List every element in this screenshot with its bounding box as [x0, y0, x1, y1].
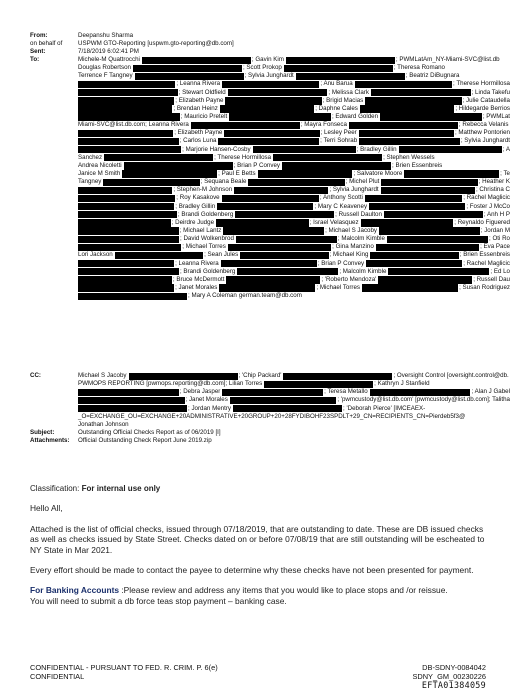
redaction-bar [218, 138, 319, 145]
recipient-name: ; Elizabeth Payne [175, 96, 224, 104]
redaction-bar [228, 89, 328, 96]
to-recipient-line [78, 162, 512, 170]
recipient-name: ; Beatriz DiBugnara [405, 72, 460, 80]
recipient-name: ; Bradley Gillin [175, 202, 216, 210]
redaction-bar [283, 373, 392, 380]
redaction-bar [286, 57, 395, 64]
recipient-name: ; Susan Rodriguez [459, 283, 510, 291]
redaction-bar [370, 389, 471, 396]
recipient-name: ; Michael Torres [316, 283, 361, 291]
to-recipient-line [78, 260, 512, 268]
recipient-name: ; Israel Velasquez [309, 218, 359, 226]
recipient-name: ; 'Chip Packard' [238, 372, 282, 379]
recipient-name: ; Foster J McCo [466, 202, 510, 210]
recipient-name: ; Hildegarde Berrios [455, 104, 510, 112]
redaction-bar [365, 195, 462, 202]
redaction-bar [78, 203, 174, 210]
to-recipient-line [78, 227, 512, 235]
redaction-bar [237, 268, 338, 275]
cc-recipient-line [78, 388, 512, 396]
from-row [30, 32, 512, 40]
recipient-name: ; Michael King [329, 251, 369, 259]
recipient-name: ; Jordan Mentry [188, 404, 231, 412]
redaction-bar [379, 227, 480, 234]
recipient-name: ; Scott Prokop [242, 64, 282, 72]
on-behalf-value: USPWM GTO-Reporting [uspwm.gto-reporting@db.com] [78, 40, 234, 47]
bates-efta: EFTA01384059 [421, 680, 486, 690]
to-recipient-line [78, 129, 512, 137]
redaction-bar [78, 227, 179, 234]
recipient-name: ; 'pwmcustody@list.db.com' [pwmcustody@list.db.com]; Talitha [337, 396, 510, 404]
recipient-name: _O=EXCHANGE_OU=EXCHANGE+20ADMINISTRATIVE+20GROUP+20+28FYDIBOHF23SPDLT+29_CN=RECIPIENTS_CN=Pierdeb5f3@ [78, 412, 466, 420]
recipient-name: ; Melissa Clark [328, 88, 369, 96]
recipient-name: ; Stephen Wessels [383, 153, 435, 161]
redaction-bar [371, 89, 471, 96]
to-recipient-line [78, 64, 512, 72]
redaction-bar [236, 236, 337, 243]
recipient-name: ; Salvatore Moore [353, 169, 403, 177]
recipient-name: ; Russell Dau [473, 275, 510, 283]
redaction-bar [381, 179, 477, 186]
recipient-name: Terrence F Tangney [78, 72, 133, 80]
to-recipient-line [78, 284, 512, 292]
redaction-bar [223, 227, 324, 234]
redaction-bar [78, 276, 172, 283]
recipient-name: ; Deirdre Judge [171, 218, 215, 226]
redaction-bar [376, 244, 479, 251]
cc-recipient-line [78, 405, 512, 413]
redaction-bar [359, 138, 460, 145]
recipient-name: ; A [502, 145, 510, 153]
redaction-bar [124, 162, 233, 169]
to-recipient-line [78, 146, 512, 154]
recipient-name: ; Stewart Oldfield [178, 88, 226, 96]
recipient-name: ; Gina Manzino [332, 243, 374, 251]
recipient-name: PWMOPS REPORTING [pwmops.reporting@db.com]; Lilian Torres [78, 380, 263, 388]
redaction-bar [284, 65, 393, 72]
redaction-bar [253, 146, 356, 153]
recipient-name: ; Alan J Gabel [471, 388, 510, 396]
to-recipient-line [78, 235, 512, 243]
recipient-name: ; Julie Cataudella [462, 96, 510, 104]
redaction-bar [362, 284, 458, 291]
cc-label: CC: [30, 372, 41, 379]
redaction-bar [221, 260, 317, 267]
redaction-bar [135, 73, 244, 80]
sent-value: 7/18/2019 6:02:41 PM [78, 48, 139, 55]
redaction-bar [78, 105, 172, 112]
recipient-name: ; 'Roberto Mendoza' [321, 275, 377, 283]
classification-value: For internal use only [81, 484, 161, 493]
redaction-bar [361, 219, 454, 226]
redaction-bar [226, 276, 320, 283]
cc-recipient-line [78, 380, 512, 388]
redaction-bar [378, 276, 472, 283]
on-behalf-label: on behalf of [30, 40, 63, 47]
recipient-name: ; Heather K [478, 178, 510, 186]
recipient-name: ; Linda Takefu [471, 88, 510, 96]
email-body [30, 484, 490, 606]
recipient-name: ; Te [500, 169, 510, 177]
paragraph-3: You will need to submit a db force teas stop payment – banking case. [30, 595, 287, 606]
redaction-bar [235, 211, 334, 218]
redaction-bar [359, 130, 454, 137]
redaction-bar [78, 293, 187, 300]
redaction-bar [78, 268, 179, 275]
recipient-name: Andrea Nicoletti [78, 161, 122, 169]
recipient-name: ; Brigid Macias [322, 96, 364, 104]
redaction-bar [129, 373, 238, 380]
recipient-name: ; Debra Jasper [179, 388, 221, 396]
recipient-name: ; Oti Ro [489, 235, 510, 243]
redaction-bar [366, 260, 462, 267]
redaction-bar [264, 381, 373, 388]
to-recipient-line [78, 276, 512, 284]
redaction-bar [217, 203, 313, 210]
to-recipient-line [78, 211, 512, 219]
redaction-bar [365, 97, 461, 104]
recipient-name: ; Christina C [475, 186, 510, 194]
redaction-bar [78, 397, 185, 404]
to-recipient-line [78, 80, 512, 88]
to-recipient-line [78, 89, 512, 97]
to-recipient-line [78, 186, 512, 194]
cc-recipients [78, 372, 512, 429]
recipient-name: ; Gavin Kim [251, 56, 284, 63]
redaction-bar [78, 138, 179, 145]
recipient-name: german.team@db.com [238, 292, 302, 300]
redaction-bar [78, 389, 179, 396]
banking-label: For Banking Accounts [30, 585, 120, 596]
redaction-bar [78, 146, 181, 153]
recipient-name: ; PWMLatAm_NY-Miami-SVC@list.db [395, 56, 500, 63]
recipient-name: ; Brandi Goldenberg [179, 267, 236, 275]
recipient-name: ; Sylvia Junghardt [329, 186, 379, 194]
recipient-name: ; Lesley Peer [320, 129, 357, 137]
redaction-bar [258, 170, 353, 177]
recipient-name: ; Mary C Keaveney [314, 202, 368, 210]
recipient-name: ; Russell Daulton [335, 210, 382, 218]
footer-right [412, 663, 486, 690]
subject-row [30, 429, 512, 437]
redaction-bar [230, 397, 337, 404]
redaction-bar [191, 122, 300, 129]
recipient-name: ; Malcolm Kimble [339, 267, 387, 275]
recipient-name: Jonathan Johnson [78, 420, 129, 428]
redaction-bar [78, 260, 174, 267]
to-recipient-line [78, 137, 512, 145]
recipient-name: ; Paul E Betts [218, 169, 256, 177]
recipient-name: ; Anh H P [483, 210, 510, 218]
recipient-name: ; Theresa Romano [393, 64, 445, 72]
redaction-bar [296, 73, 405, 80]
redaction-bar [360, 105, 454, 112]
recipient-name: ; Sean Jules [204, 251, 239, 259]
from-value: Deepanshu Sharma [78, 32, 134, 39]
redaction-bar [381, 187, 475, 194]
recipient-name: Douglas Robertson [78, 64, 131, 72]
redaction-bar [78, 187, 172, 194]
redaction-bar [224, 130, 319, 137]
redaction-bar [133, 65, 242, 72]
recipient-name: ; Michael Lantz [179, 226, 222, 234]
attachments-value: Official Outstanding Check Report June 2019.zip [78, 437, 212, 444]
redaction-bar [219, 284, 315, 291]
recipient-name: ; Bradley Gillin [356, 145, 397, 153]
to-recipient-line [78, 121, 512, 129]
recipient-name: ; Mary A Coleman [188, 292, 237, 300]
redaction-bar [399, 146, 502, 153]
sent-row [30, 48, 512, 56]
recipient-name: Sanchez [78, 153, 103, 161]
to-label: To: [30, 56, 40, 63]
recipient-name: ; Anu Barua [320, 80, 353, 88]
redaction-bar [78, 284, 174, 291]
redaction-bar [78, 219, 171, 226]
redaction-bar [78, 130, 173, 137]
to-recipient-line [78, 268, 512, 276]
to-recipient-line [78, 178, 512, 186]
to-recipient-line [78, 113, 512, 121]
bates-db: DB-SDNY-0084042 [422, 663, 486, 672]
recipient-name: ; Brien Essenbreis [459, 251, 510, 259]
redaction-bar [240, 252, 328, 259]
recipient-name: ; Brian P Convey [233, 161, 281, 169]
redaction-bar [78, 97, 174, 104]
footer-confidential-1: CONFIDENTIAL - PURSUANT TO FED. R. CRIM. P. 6(e) [30, 663, 218, 672]
redaction-bar [228, 244, 331, 251]
recipient-name: ; Michel Plut [345, 178, 380, 186]
to-recipient-line [78, 154, 512, 162]
recipient-name: ; Michael Torres [182, 243, 226, 251]
sent-label: Sent: [30, 48, 46, 55]
recipient-name: ; Matthew Pontorien [454, 129, 510, 137]
redaction-bar [78, 89, 178, 96]
to-recipients [78, 56, 512, 300]
recipient-name: ; Rachel Maglicic [463, 194, 510, 202]
recipient-name: ; PWMLat [482, 112, 510, 120]
redaction-bar [78, 195, 175, 202]
redaction-bar [115, 252, 203, 259]
recipient-name: ; David Wolkenbrod [180, 235, 234, 243]
recipient-name: ; Terri Sohrab [320, 137, 358, 145]
recipient-name: ; Oversight Control [oversight.control@db. [393, 372, 509, 379]
redaction-bar [388, 268, 489, 275]
redaction-bar [387, 236, 488, 243]
to-recipient-line [78, 194, 512, 202]
recipient-name: ; Brien Essenbreis [392, 161, 443, 169]
recipient-name: ; Sequana Beale [200, 178, 247, 186]
attachments-row [30, 437, 512, 445]
cc-recipient-line [78, 396, 512, 404]
redaction-bar [78, 236, 179, 243]
recipient-name: ; Rachel Maglicic [463, 259, 510, 267]
cc-recipient-line [78, 413, 512, 421]
redaction-bar [142, 57, 251, 64]
cc-recipient-line [78, 421, 512, 429]
cc-recipient-line [78, 372, 512, 380]
redaction-bar [384, 211, 483, 218]
bates-sdny: SDNY_GM_00230226 [412, 672, 486, 681]
recipient-name: ; Carlos Luna [179, 137, 217, 145]
recipient-name: ; Brendan Heinz [173, 104, 218, 112]
recipient-name: ; Stephen-M Johnson [173, 186, 233, 194]
to-recipient-line [78, 203, 512, 211]
recipient-name: ; Therese Hormillosa [214, 153, 272, 161]
redaction-bar [220, 105, 314, 112]
recipient-name: ; Michael S Jacoby [325, 226, 378, 234]
recipient-name: ; Jordan M [480, 226, 510, 234]
recipient-name: ; Sylvia Junghardt [244, 72, 294, 80]
recipient-name: ; Rebecca Velanis [458, 121, 509, 129]
recipient-name: ; Eva Pace [480, 243, 510, 251]
subject-label: Subject: [30, 429, 55, 436]
on-behalf-row [30, 40, 512, 48]
redaction-bar [225, 97, 321, 104]
redaction-bar [355, 81, 452, 88]
recipient-name: ; Ed Lo [490, 267, 510, 275]
redaction-bar [222, 81, 319, 88]
redaction-bar [404, 170, 499, 177]
paragraph-1: Attached is the list of official checks, issued through 07/18/2019, that are outstanding to date. These are DB issued checks as well as checks issued by State Street. Checks dated on or before 07/08/19 that are still outstanding will be escheated to NY State in Mar 2021. [30, 523, 485, 555]
subject-attachments [30, 429, 512, 445]
redaction-bar [78, 405, 187, 412]
recipient-name: Lori Jackson [78, 251, 113, 259]
recipient-name: ; Janet Morales [185, 396, 228, 404]
redaction-bar [248, 179, 344, 186]
footer-left [30, 663, 218, 681]
recipient-name: ; Anthony Scotti [319, 194, 363, 202]
from-label: From: [30, 32, 48, 39]
recipient-name: ; Reynaldo Figuered [454, 218, 510, 226]
to-recipient-line [78, 56, 512, 64]
to-recipient-line [78, 251, 512, 259]
recipient-name: ; Brandi Goldenberg [177, 210, 234, 218]
recipient-name: Miami-SVC@list.db.com; Leanna Rivera [78, 121, 189, 129]
redaction-bar [122, 170, 217, 177]
redaction-bar [273, 154, 382, 161]
redaction-bar [222, 195, 319, 202]
banking-paragraph [30, 585, 490, 595]
redaction-bar [103, 179, 199, 186]
recipient-name: ; Leanna Rivera [176, 80, 221, 88]
to-recipient-line [78, 97, 512, 105]
recipient-name: Michael S Jacoby [78, 372, 127, 379]
to-recipient-line [78, 170, 512, 178]
recipient-name: ; Roy Kasakove [176, 194, 220, 202]
recipient-name: ; Mayra Fonseca [300, 121, 347, 129]
redaction-bar [104, 154, 213, 161]
redaction-bar [369, 203, 465, 210]
recipient-name: ; Sylvia Junghardt [460, 137, 510, 145]
classification [30, 484, 490, 494]
redaction-bar [233, 405, 342, 412]
redaction-bar [78, 211, 177, 218]
classification-label: Classification: [30, 484, 82, 493]
banking-text: :Please review and address any items that you would like to place stops and /or reissue. [119, 585, 448, 596]
redaction-bar [370, 252, 458, 259]
recipient-name: ; Elizabeth Payne [174, 129, 223, 137]
recipient-name: ; Bruce McDermott [172, 275, 225, 283]
recipient-name: ; Malcolm Kimble [337, 235, 385, 243]
redaction-bar [222, 389, 323, 396]
subject-value: Outstanding Official Checks Report as of 06/2019 [I] [78, 429, 221, 436]
redaction-bar [229, 113, 331, 120]
redaction-bar [216, 219, 309, 226]
to-recipient-line [78, 243, 512, 251]
to-recipient-line [78, 292, 512, 300]
recipient-name: ; Teresa Metallo [324, 388, 368, 396]
recipient-name: Tangney [78, 178, 102, 186]
to-recipient-line [78, 105, 512, 113]
recipient-name: ; Marjorie Hansen-Cosby [182, 145, 251, 153]
paragraph-2: Every effort should be made to contact the payee to determine why these checks have not been presented for payment. [30, 565, 474, 576]
recipient-name: ; Brian P Convey [317, 259, 365, 267]
recipient-name: ; Daphne Cales [315, 104, 358, 112]
footer-confidential-2: CONFIDENTIAL [30, 672, 85, 681]
redaction-bar [380, 113, 482, 120]
recipient-name: ; Therese Hormillosa [453, 80, 510, 88]
recipient-name: ; Kathryn J Stanfield [374, 380, 430, 388]
recipient-name: ; Leanna Rivera [175, 259, 219, 267]
redaction-bar [78, 244, 181, 251]
greeting: Hello All, [30, 503, 63, 514]
to-recipient-line [78, 72, 512, 80]
redaction-bar [282, 162, 391, 169]
recipient-name: ; 'Deborah Pierce' [IMCEAEX- [343, 404, 426, 412]
recipient-name: ; Edward Golden [331, 112, 379, 120]
recipient-name: ; Mauricio Pretelt [180, 112, 228, 120]
redaction-bar [234, 187, 328, 194]
recipient-name: Janice M Smith [78, 169, 121, 177]
recipient-name: Michele-M Quattrocchi [78, 56, 140, 63]
attachments-label: Attachments: [30, 437, 70, 444]
recipient-name: ; Janet Morales [175, 283, 218, 291]
redaction-bar [78, 81, 175, 88]
to-recipient-line [78, 219, 512, 227]
redaction-bar [349, 122, 458, 129]
redaction-bar [78, 113, 180, 120]
